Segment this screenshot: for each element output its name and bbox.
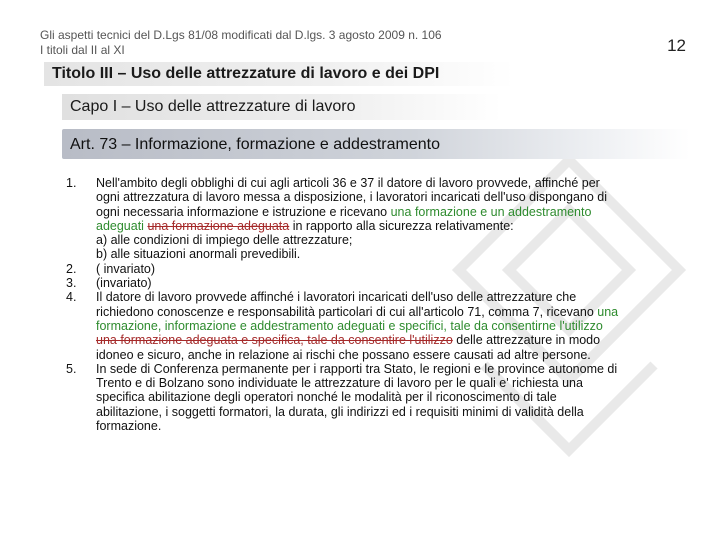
capo-text: Capo I – Uso delle attrezzature di lavoro (70, 98, 356, 115)
item-number: 4. (66, 290, 77, 305)
capo-heading (62, 94, 502, 120)
list-item (66, 290, 626, 361)
item-number: 5. (66, 361, 77, 376)
removed-text: una formazione adeguata (147, 218, 290, 233)
header-line-2: I titoli dal II al XI (40, 43, 125, 57)
list-item (66, 362, 626, 433)
item-subline: b) alle situazioni anormali prevedibili. (96, 247, 301, 262)
page-number: 12 (667, 36, 686, 55)
added-text: una formazione e un addestramento adeguati (96, 204, 592, 233)
article-body (66, 176, 626, 433)
articolo-text: Art. 73 – Informazione, formazione e addestramento (70, 136, 440, 153)
item-text: in rapporto alla sicurezza relativamente: (289, 218, 514, 233)
item-number: 1. (66, 176, 77, 190)
list-item (66, 262, 626, 276)
item-subline: a) alle condizioni di impiego delle attrezzature; (96, 233, 353, 248)
document-header (40, 28, 442, 58)
item-text: (invariato) (96, 276, 152, 291)
articolo-heading (62, 129, 690, 159)
list-item (66, 276, 626, 290)
removed-text: una formazione adeguata e specifica, tale da consentire l'utilizzo (96, 333, 453, 348)
item-text: Il datore di lavoro provvede affinché i lavoratori incaricati dell'uso delle attrezzature che richiedono conoscenze e responsabilità particolari di cui all'articolo 71, comma 7, ricevano (96, 290, 598, 319)
header-line-1: Gli aspetti tecnici del D.Lgs 81/08 modificati dal D.lgs. 3 agosto 2009 n. 106 (40, 28, 442, 42)
added-text: una formazione, informazione e addestramento adeguati e specifici, tale da consentirne l'utilizzo (96, 304, 619, 333)
list-item (66, 176, 626, 262)
titolo-heading (44, 62, 514, 86)
item-text: delle attrezzature in modo idoneo e sicuro, anche in relazione ai rischi che possano essere causati ad altre persone. (96, 333, 601, 362)
item-number: 2. (66, 261, 77, 276)
item-text: Nell'ambito degli obblighi di cui agli articoli 36 e 37 il datore di lavoro provvede, affinché per ogni attrezzatura di lavoro messa a disposizione, i lavoratori incaricati dell'uso dispongano di ogni necessaria informazione e istruzione e ricevano (96, 176, 607, 219)
titolo-text: Titolo III – Uso delle attrezzature di lavoro e dei DPI (52, 65, 440, 82)
item-number: 3. (66, 276, 77, 291)
item-text: In sede di Conferenza permanente per i rapporti tra Stato, le regioni e le province autonome di Trento e di Bolzano sono individuate le attrezzature di lavoro per le quali e' richiesta una specifica abilitazione degli operatori nonché le modalità per il riconoscimento di tale abilitazione, i soggetti formatori, la durata, gli indirizzi ed i requisiti minimi di validità della formazione. (96, 361, 618, 434)
item-text: ( invariato) (96, 261, 156, 276)
